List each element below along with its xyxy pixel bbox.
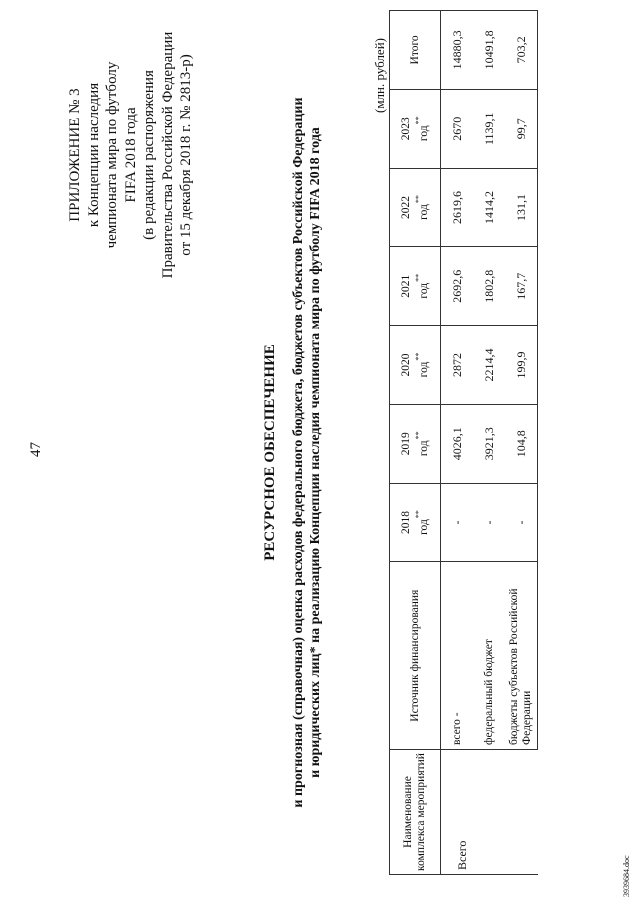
table-row	[473, 11, 505, 875]
cell-value: 1139,1	[473, 89, 505, 168]
year-suffix	[413, 486, 431, 560]
header-year	[390, 483, 441, 562]
cell-value: 199,9	[505, 326, 538, 405]
year-value: 2019	[399, 432, 412, 456]
appendix-header	[66, 5, 196, 305]
year-footnote-mark: **	[413, 116, 423, 125]
subtitle-line: и юридических лиц* на реализацию Концепции наследия чемпионата мира по футболу FIFA 2018 года	[308, 127, 323, 778]
file-reference: 3939684.doc	[622, 855, 631, 897]
header-year	[390, 247, 441, 326]
year-footnote-mark: **	[413, 352, 423, 361]
header-year	[390, 89, 441, 168]
cell-value: 3921,3	[473, 404, 505, 483]
cell-value: 99,7	[505, 89, 538, 168]
cell-total: 14880,3	[441, 11, 474, 90]
cell-total: 703,2	[505, 11, 538, 90]
year-suffix-text: год	[417, 204, 430, 220]
header-name	[390, 749, 441, 874]
appendix-line: (в редакции распоряжения	[141, 70, 157, 240]
cell-value: -	[473, 483, 505, 562]
year-footnote-mark: **	[413, 273, 423, 282]
cell-value: 2670	[441, 89, 474, 168]
year-value: 2023	[399, 117, 412, 141]
appendix-line: к Концепции наследия	[85, 82, 102, 228]
document-title: РЕСУРСНОЕ ОБЕСПЕЧЕНИЕ	[262, 344, 278, 561]
year-suffix-text: год	[417, 125, 430, 142]
appendix-line: Правительства Российской Федерации	[159, 31, 176, 279]
year-suffix-text: год	[417, 282, 430, 299]
cell-value: 1414,2	[473, 168, 505, 247]
year-value: 2021	[399, 274, 412, 298]
appendix-line: от 15 декабря 2018 г. № 2813-р)	[178, 54, 194, 256]
year-suffix	[413, 249, 431, 323]
table-row	[441, 11, 474, 875]
header-year	[390, 326, 441, 405]
year-footnote-mark: **	[413, 510, 423, 519]
year-footnote-mark: **	[413, 431, 423, 440]
cell-value: 104,8	[505, 404, 538, 483]
header-total: Итого	[390, 11, 441, 90]
cell-value: 2692,6	[441, 247, 474, 326]
cell-value: 1802,8	[473, 247, 505, 326]
year-suffix-text: год	[417, 361, 430, 378]
cell-value: 2214,4	[473, 326, 505, 405]
document-subtitle	[290, 0, 324, 905]
cell-value: 167,7	[505, 247, 538, 326]
header-year	[390, 168, 441, 247]
row-source: федеральный бюджет	[473, 562, 505, 750]
header-source: Источник финансирования	[390, 562, 441, 750]
cell-value: 131,1	[505, 168, 538, 247]
year-footnote-mark: **	[413, 195, 423, 204]
page-number: 47	[28, 442, 44, 457]
header-name-line: Наименование	[402, 776, 414, 848]
year-suffix	[413, 407, 431, 481]
cell-value: -	[505, 483, 538, 562]
year-suffix-text: год	[417, 440, 430, 457]
subtitle-line: и прогнозная (справочная) оценка расходов федерального бюджета, бюджетов субъектов Российской Федерации	[291, 97, 306, 808]
year-suffix	[413, 92, 431, 166]
units-label: (млн. рублей)	[372, 38, 387, 113]
row-source: бюджеты субъектов Российской Федерации	[505, 562, 538, 750]
year-value: 2018	[399, 511, 412, 535]
year-suffix	[413, 328, 431, 402]
appendix-line: чемпионата мира по футболу	[104, 61, 120, 249]
header-year	[390, 404, 441, 483]
cell-value: 2872	[441, 326, 474, 405]
year-suffix	[413, 171, 431, 245]
cell-value: -	[441, 483, 474, 562]
cell-value: 2619,6	[441, 168, 474, 247]
cell-total: 10491,8	[473, 11, 505, 90]
cell-value: 4026,1	[441, 404, 474, 483]
table-row	[505, 11, 538, 875]
year-value: 2020	[399, 353, 412, 377]
year-value: 2022	[399, 195, 412, 219]
header-name-line: комплекса мероприятий	[415, 753, 427, 871]
resources-table	[389, 10, 538, 875]
year-suffix-text: год	[417, 519, 430, 535]
appendix-line: ПРИЛОЖЕНИЕ № 3	[67, 88, 83, 222]
row-source: всего -	[441, 562, 474, 750]
appendix-line: FIFA 2018 года	[122, 107, 139, 203]
table-header-row	[390, 11, 441, 875]
row-name: Всего	[441, 749, 538, 874]
